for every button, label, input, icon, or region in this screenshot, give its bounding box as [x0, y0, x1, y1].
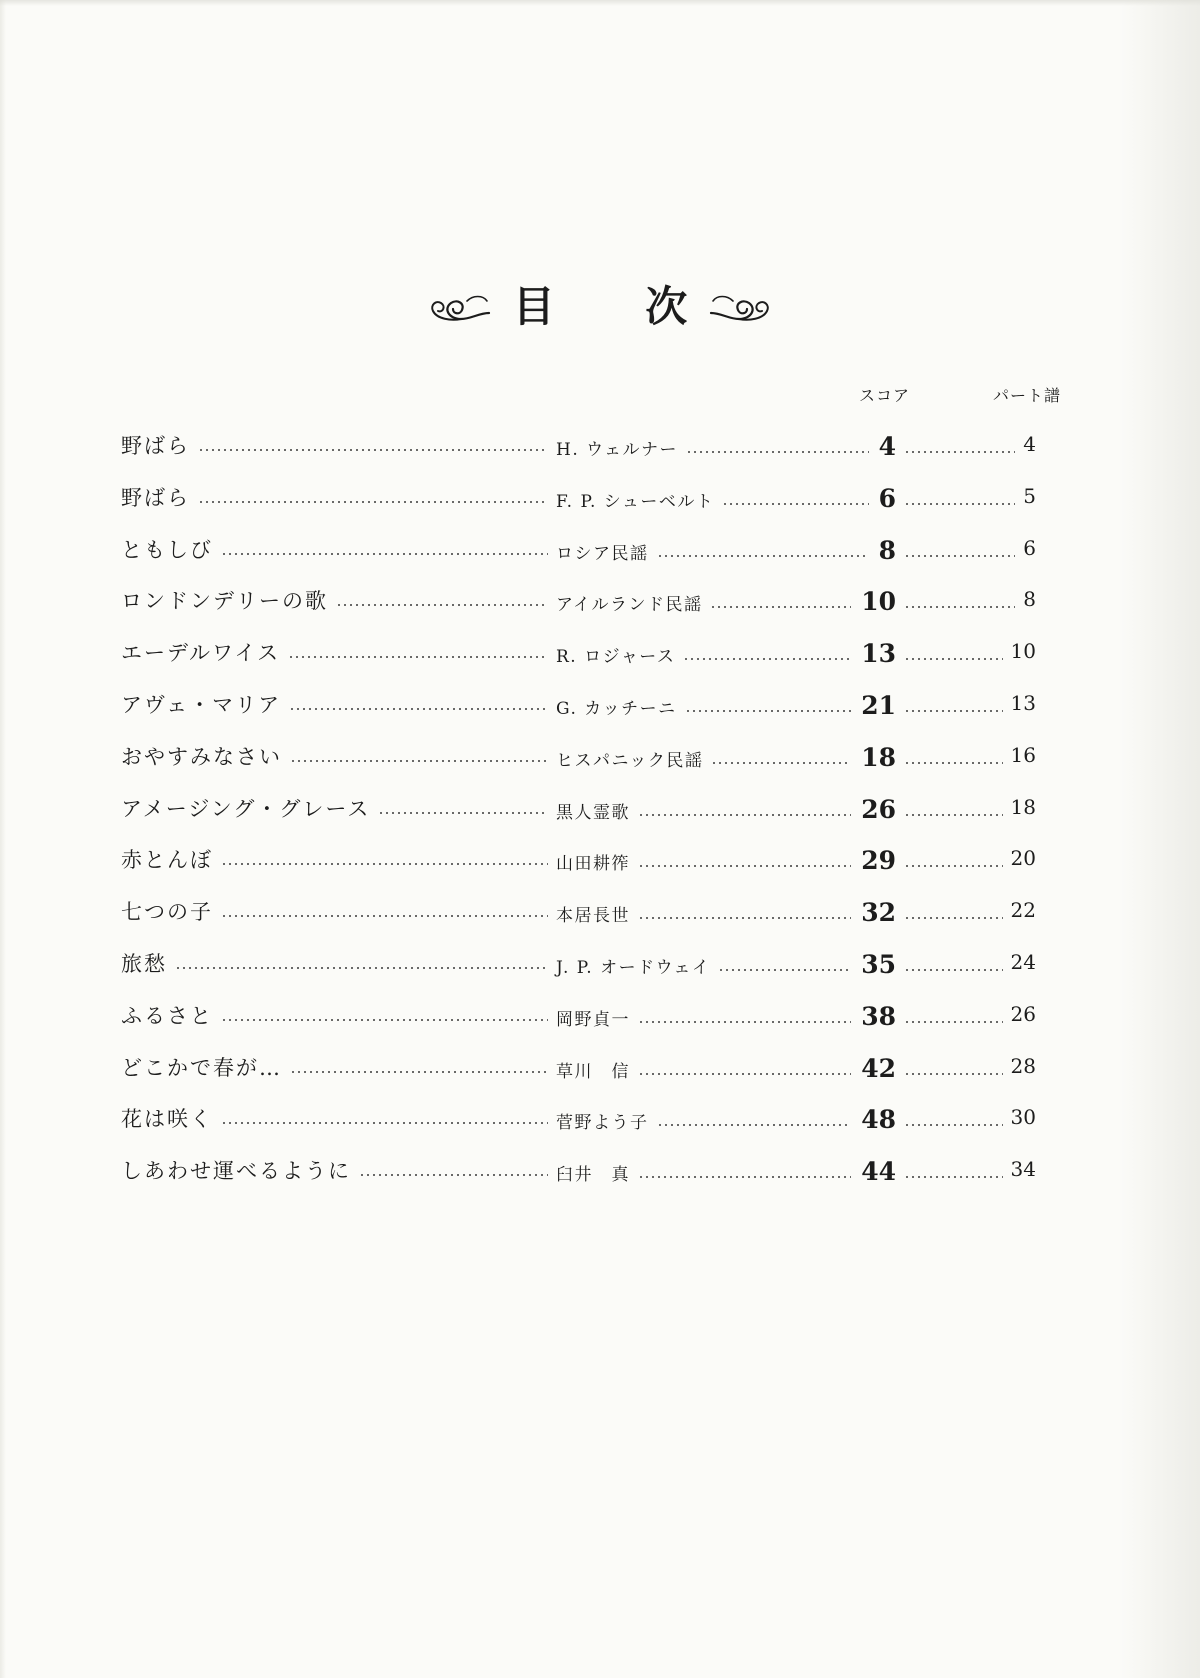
dot-leader [711, 762, 851, 764]
entry-score-page: 18 [861, 742, 896, 772]
entry-part-cell [896, 1054, 1036, 1084]
dot-leader [686, 451, 869, 453]
entry-score-page: 32 [861, 898, 896, 928]
entry-part-cell [896, 950, 1036, 980]
entry-part-cell [896, 1157, 1036, 1187]
entry-part-page: 30 [1010, 1105, 1036, 1130]
entry-composer-cell [556, 898, 896, 928]
toc-entry [0, 944, 1200, 996]
entry-composer-cell [556, 1105, 896, 1135]
entry-part-cell [896, 536, 1036, 566]
entry-composer-cell [556, 536, 896, 566]
entry-composer-cell [556, 432, 896, 462]
entry-score-page: 42 [861, 1053, 896, 1083]
dot-leader [638, 814, 851, 816]
entry-score-page: 29 [861, 846, 896, 876]
dot-leader [638, 1176, 851, 1178]
entry-part-page: 20 [1010, 846, 1036, 871]
entry-part-cell [896, 795, 1036, 825]
entry-title: エーデルワイス [121, 641, 281, 666]
entry-score-page: 21 [861, 690, 896, 720]
entry-title: 七つの子 [121, 900, 213, 925]
toc-entry [0, 530, 1200, 582]
dot-leader [904, 503, 1015, 505]
entry-composer-cell [556, 1157, 896, 1187]
dot-leader [904, 865, 1003, 867]
flourish-right-icon [709, 289, 773, 325]
toc-entry [0, 840, 1200, 892]
entry-title-cell [121, 1052, 556, 1082]
entry-title: ふるさと [121, 1003, 213, 1028]
entry-score-page: 35 [861, 949, 896, 979]
entry-part-page: 10 [1010, 639, 1036, 664]
entry-title: ロンドンデリーの歌 [121, 589, 328, 614]
entry-part-page: 26 [1010, 1001, 1036, 1026]
entry-composer-cell [556, 743, 896, 773]
entry-composer: F. P. シューベルト [556, 491, 715, 512]
entry-composer-cell [556, 691, 896, 721]
entry-title: 野ばら [121, 485, 190, 510]
entry-title-cell [121, 896, 556, 926]
toc-entry [0, 1048, 1200, 1100]
entry-title-cell [121, 637, 556, 667]
entry-part-cell [896, 846, 1036, 876]
dot-leader [710, 606, 851, 608]
entry-title: どこかで春が… [121, 1055, 282, 1080]
entry-composer-cell [556, 639, 896, 669]
toc-entry [0, 633, 1200, 685]
entry-composer: 岡野貞一 [556, 1009, 630, 1030]
entry-composer-cell [556, 484, 896, 514]
entry-composer-cell [556, 950, 896, 980]
entry-title: 赤とんぼ [121, 848, 213, 873]
dot-leader [198, 449, 548, 451]
entry-title-cell [121, 844, 556, 874]
dot-leader [175, 967, 548, 969]
entry-title: しあわせ運べるように [121, 1159, 351, 1184]
dot-leader [904, 969, 1003, 971]
entry-score-page: 48 [861, 1105, 896, 1135]
dot-leader [221, 915, 548, 917]
dot-leader [359, 1174, 548, 1176]
entry-composer: 黒人霊歌 [556, 802, 630, 823]
entry-title: 花は咲く [121, 1107, 213, 1132]
dot-leader [378, 812, 548, 814]
dot-leader [904, 814, 1003, 816]
dot-leader [904, 606, 1015, 608]
entry-part-page: 24 [1010, 949, 1036, 974]
entry-composer-cell [556, 846, 896, 876]
entry-title-cell [121, 741, 556, 771]
toc-entry [0, 996, 1200, 1048]
entry-title-cell [121, 689, 556, 719]
entry-composer-cell [556, 587, 896, 617]
entry-part-cell [896, 1002, 1036, 1032]
toc-entry [0, 1099, 1200, 1151]
toc-entry [0, 789, 1200, 841]
entry-part-page: 5 [1023, 483, 1036, 508]
dot-leader [683, 658, 851, 660]
entry-composer: 草川 信 [556, 1061, 630, 1082]
toc-entry [0, 478, 1200, 530]
page-edge-top [0, 0, 1200, 6]
entry-part-cell [896, 587, 1036, 617]
entry-part-page: 28 [1010, 1053, 1036, 1078]
entry-part-cell [896, 743, 1036, 773]
entry-composer: ヒスパニック民謡 [556, 750, 704, 771]
dot-leader [904, 1124, 1003, 1126]
dot-leader [221, 1019, 548, 1021]
dot-leader [722, 503, 868, 505]
entry-composer: G. カッチーニ [556, 698, 677, 719]
entry-title-cell [121, 585, 556, 615]
entry-score-page: 13 [861, 639, 896, 669]
entry-part-cell [896, 432, 1036, 462]
entry-part-cell [896, 1105, 1036, 1135]
entry-part-page: 22 [1010, 898, 1036, 923]
entry-composer: ロシア民謡 [556, 543, 649, 564]
toc-list [0, 426, 1200, 1203]
entry-title: おやすみなさい [121, 744, 282, 769]
toc-entry [0, 685, 1200, 737]
dot-leader [718, 969, 851, 971]
entry-title-cell [121, 482, 556, 512]
column-header-score: スコア [859, 386, 911, 405]
entry-title-cell [121, 1000, 556, 1030]
entry-composer: R. ロジャース [556, 647, 676, 668]
toc-entry [0, 581, 1200, 633]
entry-part-page: 16 [1010, 742, 1036, 767]
entry-title-cell [121, 948, 556, 978]
dot-leader [221, 863, 548, 865]
entry-title: 旅愁 [121, 951, 167, 976]
entry-score-page: 38 [861, 1001, 896, 1031]
entry-part-page: 13 [1010, 690, 1036, 715]
dot-leader [904, 710, 1003, 712]
entry-score-page: 8 [878, 535, 896, 565]
toc-entry [0, 892, 1200, 944]
dot-leader [336, 604, 548, 606]
entry-part-cell [896, 691, 1036, 721]
entry-part-cell [896, 898, 1036, 928]
dot-leader [904, 1073, 1003, 1075]
flourish-left-icon [427, 289, 491, 325]
entry-composer-cell [556, 795, 896, 825]
entry-title: ともしび [121, 537, 213, 562]
dot-leader [657, 1124, 852, 1126]
entry-part-page: 8 [1023, 587, 1036, 612]
entry-title: 野ばら [121, 434, 190, 458]
entry-composer-cell [556, 1002, 896, 1032]
entry-composer-cell [556, 1054, 896, 1084]
entry-part-cell [896, 639, 1036, 669]
dot-leader [904, 762, 1003, 764]
dot-leader [904, 1176, 1003, 1178]
dot-leader [638, 865, 851, 867]
entry-title: アヴェ・マリア [121, 692, 282, 717]
dot-leader [904, 917, 1003, 919]
column-header-part: パート譜 [993, 386, 1062, 405]
entry-composer: J. P. オードウェイ [556, 957, 711, 978]
entry-part-page: 4 [1023, 432, 1036, 456]
entry-composer: 臼井 真 [556, 1165, 630, 1186]
entry-composer: H. ウェルナー [556, 440, 678, 460]
column-headers [0, 384, 1200, 408]
dot-leader [289, 708, 548, 710]
entry-score-page: 4 [878, 432, 896, 461]
dot-leader [657, 555, 869, 557]
entry-title: アメージング・グレース [121, 796, 371, 821]
entry-score-page: 6 [878, 483, 896, 513]
entry-score-page: 44 [861, 1157, 896, 1187]
entry-title-cell [121, 1103, 556, 1133]
entry-title-cell [121, 534, 556, 564]
entry-score-page: 10 [861, 587, 896, 617]
dot-leader [221, 553, 548, 555]
toc-entry [0, 737, 1200, 789]
dot-leader [288, 656, 548, 658]
dot-leader [638, 917, 851, 919]
dot-leader [904, 1021, 1003, 1023]
entry-title-cell [121, 793, 556, 823]
dot-leader [638, 1073, 851, 1075]
dot-leader [290, 1071, 548, 1073]
dot-leader [904, 555, 1015, 557]
entry-title-cell [121, 430, 556, 460]
toc-heading [0, 272, 1200, 342]
entry-part-page: 6 [1023, 535, 1036, 560]
entry-part-page: 18 [1010, 794, 1036, 819]
dot-leader [904, 658, 1003, 660]
entry-composer: 山田耕筰 [556, 854, 630, 875]
toc-entry [0, 426, 1200, 478]
dot-leader [198, 501, 548, 503]
entry-composer: 本居長世 [556, 906, 630, 927]
entry-score-page: 26 [861, 794, 896, 824]
dot-leader [904, 451, 1015, 453]
dot-leader [221, 1122, 548, 1124]
entry-part-cell [896, 484, 1036, 514]
toc-entry [0, 1151, 1200, 1203]
page-title: 目 次 [512, 282, 726, 331]
entry-composer: アイルランド民謡 [556, 595, 703, 616]
entry-composer: 菅野よう子 [556, 1113, 649, 1134]
dot-leader [638, 1021, 851, 1023]
entry-title-cell [121, 1155, 556, 1185]
dot-leader [290, 760, 548, 762]
entry-part-page: 34 [1010, 1157, 1036, 1182]
dot-leader [685, 710, 852, 712]
